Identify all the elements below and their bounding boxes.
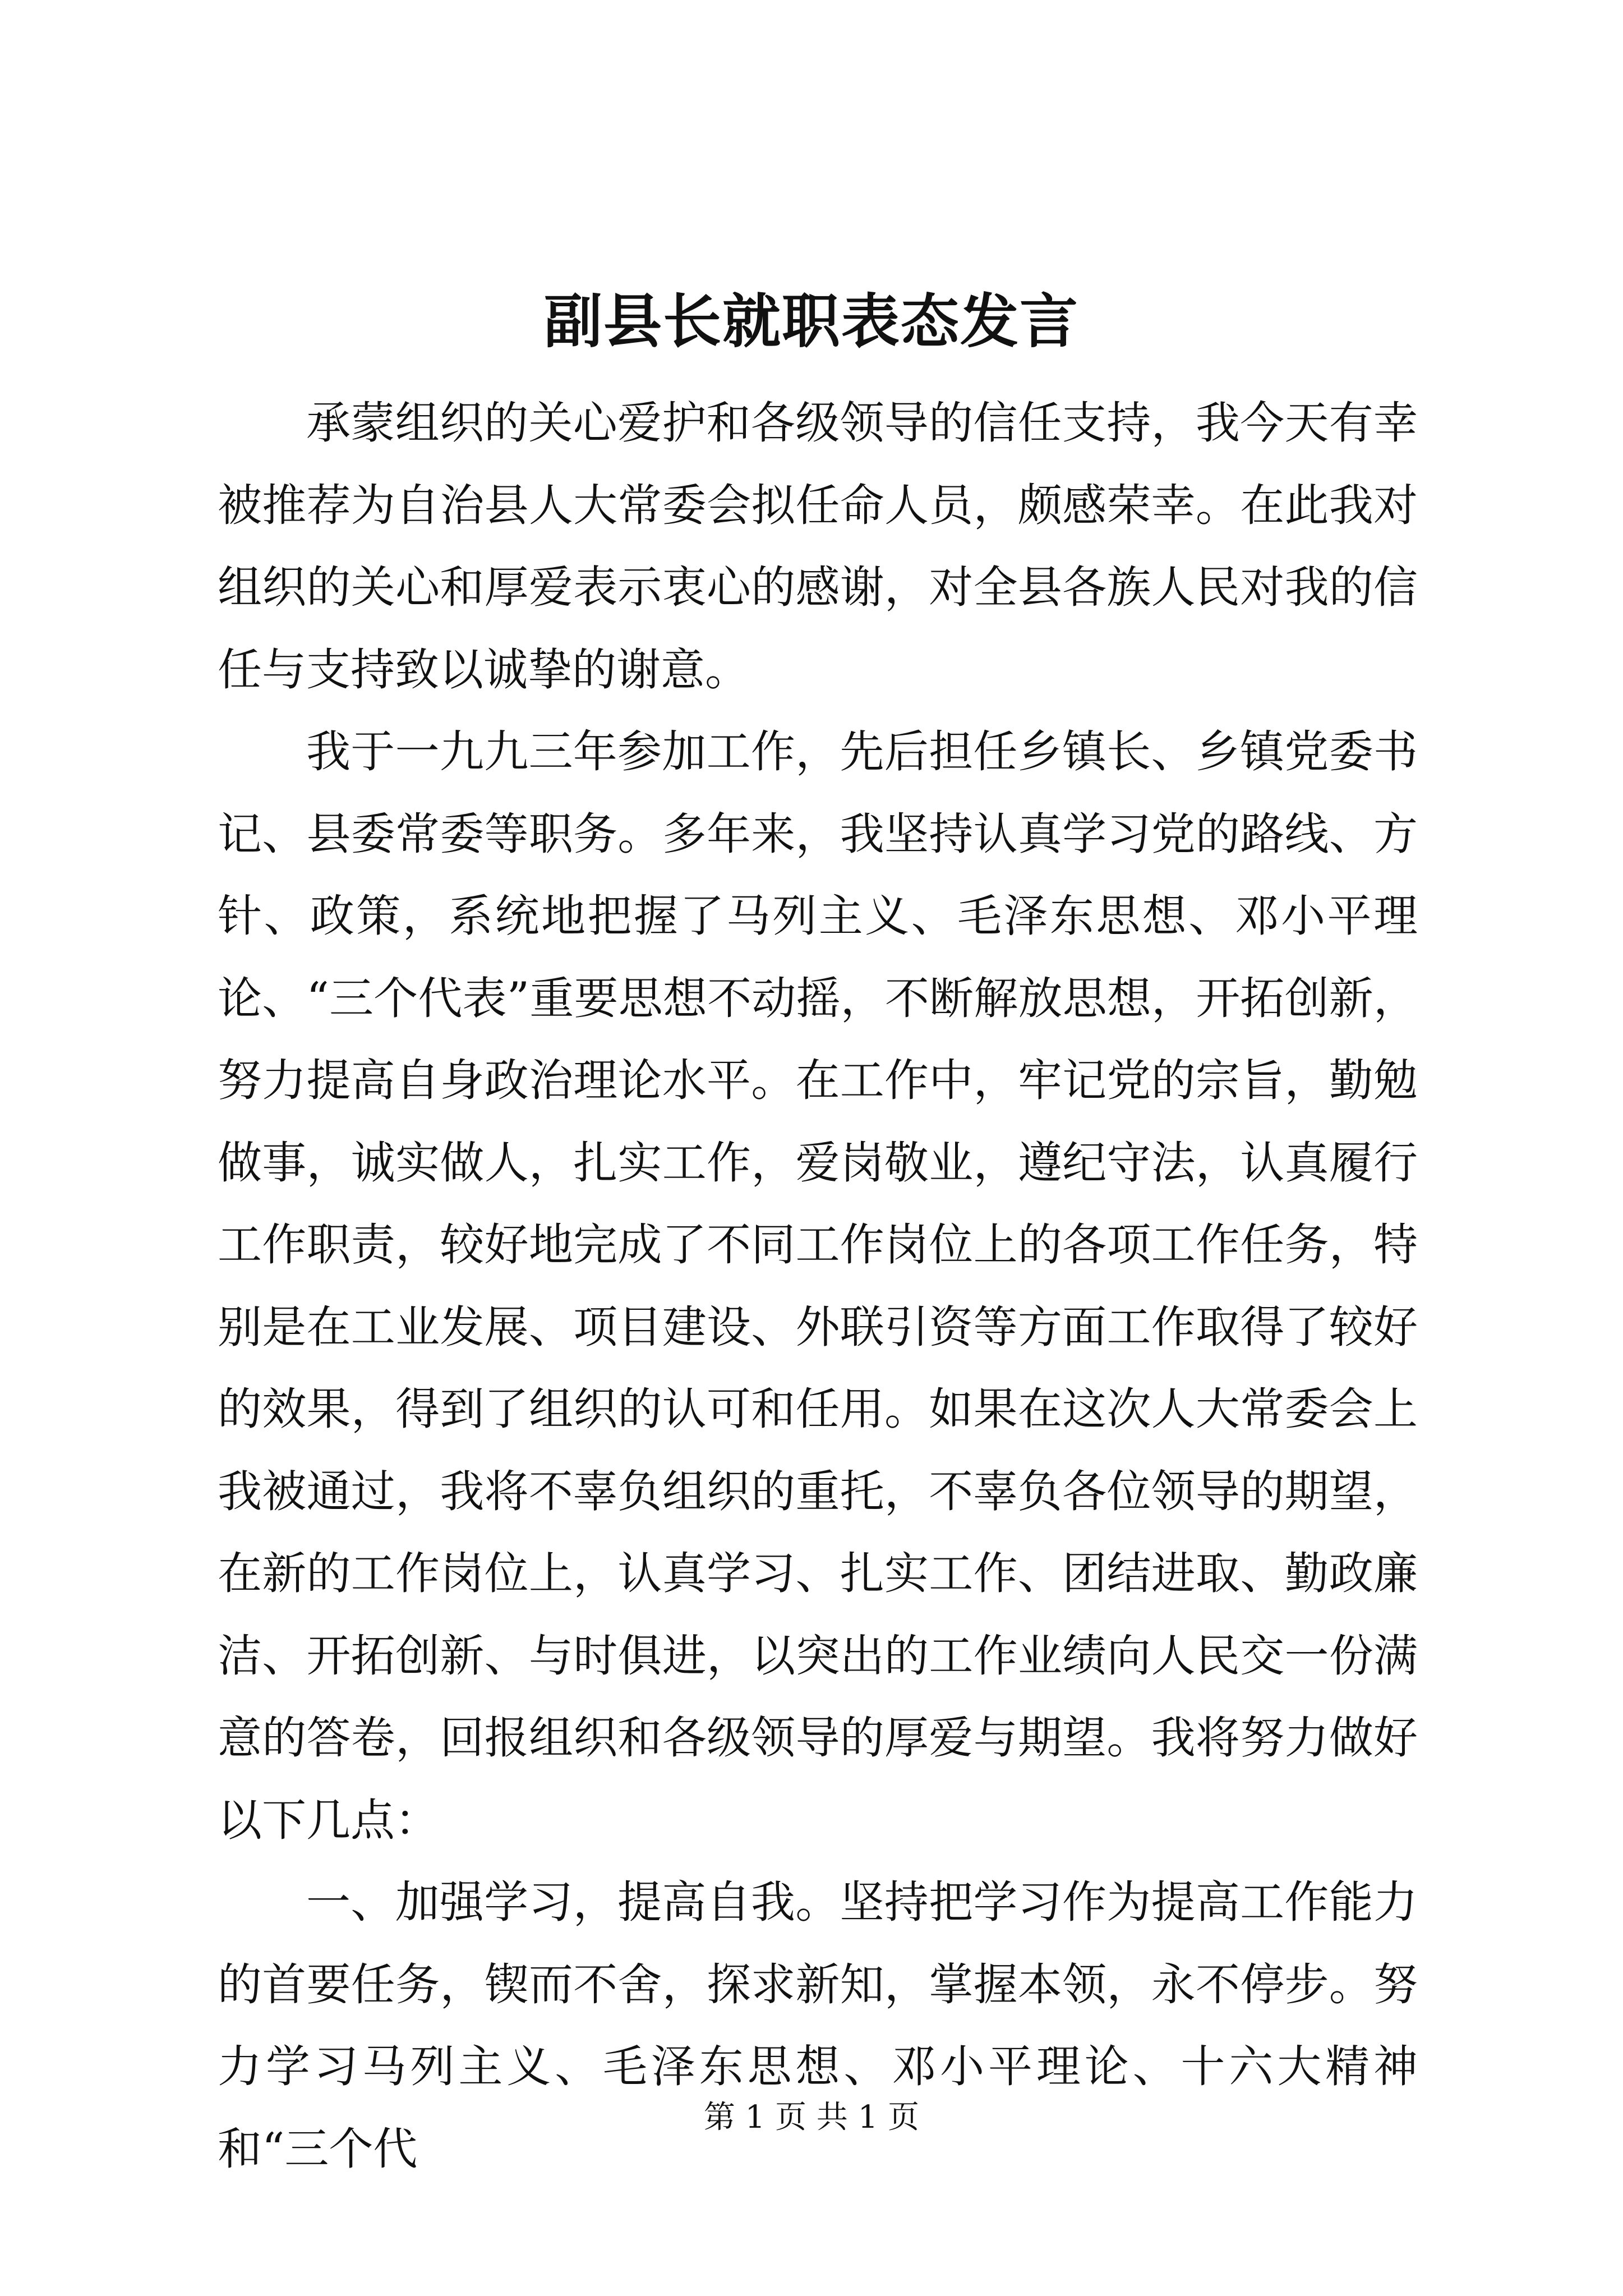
document-title: 副县长就职表态发言 (543, 287, 1079, 356)
paragraph: 我于一九九三年参加工作，先后担任乡镇长、乡镇党委书记、县委常委等职务。多年来，我坚持认真学习党的路线、方针、政策，系统地把握了马列主义、毛泽东思想、邓小平理论、“三个代表”重要思想不动摇，不断解放思想，开拓创新，努力提高自身政治理论水平。在工作中，牢记党的宗旨，勤勉做事，诚实做人，扎实工作，爱岗敬业，遵纪守法，认真履行工作职责，较好地完成了不同工作岗位上的各项工作任务，特别是在工业发展、项目建设、外联引资等方面工作取得了较好的效果，得到了组织的认可和任用。如果在这次人大常委会上我被通过，我将不辜负组织的重托，不辜负各位领导的期望，在新的工作岗位上，认真学习、扎实工作、团结进取、勤政廉洁、开拓创新、与时俱进，以突出的工作业绩向人民交一份满意的答卷，回报组织和各级领导的厚爱与期望。我将努力做好以下几点： (218, 726, 1418, 1846)
document-body (218, 382, 1418, 2190)
paragraph: 一、加强学习，提高自我。坚持把学习作为提高工作能力的首要任务，锲而不舍，探求新知，掌握本领，永不停步。努力学习马列主义、毛泽东思想、邓小平理论、十六大精神和“三个代 (218, 1876, 1418, 2175)
page-footer: 第 1 页 共 1 页 (703, 2099, 920, 2136)
paragraph: 承蒙组织的关心爱护和各级领导的信任支持，我今天有幸被推荐为自治县人大常委会拟任命人员，颇感荣幸。在此我对组织的关心和厚爱表示衷心的感谢，对全县各族人民对我的信任与支持致以诚挚的谢意。 (218, 397, 1418, 696)
